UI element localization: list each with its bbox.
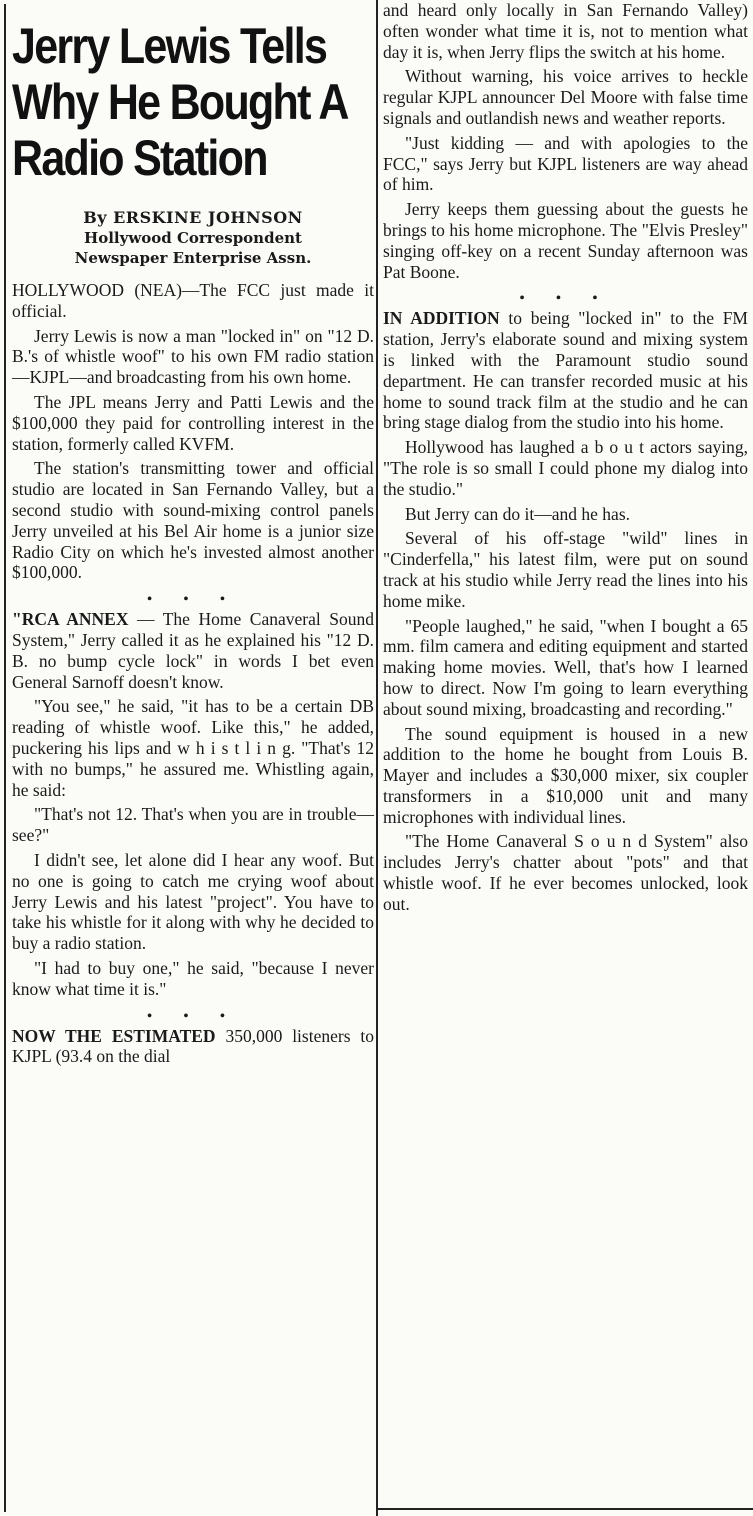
subhead: "RCA ANNEX [12,609,129,630]
paragraph: Jerry Lewis is now a man "locked in" on "12 D. B.'s of whistle woof" to his own FM radio station—KJPL—and broadcasting from his own home. [12,325,374,388]
paragraph: The sound equipment is housed in a new addition to the home he bought from Louis B. Mayer and includes a $30,000 mixer, six coupler transformers in a $10,000 unit and many microphones with individual lines. [383,723,748,827]
paragraph: Several of his off-stage "wild" lines in "Cinderfella," his latest film, were put on sound track at his studio while Jerry read the lines into his home mike. [383,528,748,611]
subhead-text: 350,000 listeners to KJPL (93.4 on the dial [12,1025,374,1067]
paragraph: I didn't see, let alone did I hear any woof. But no one is going to catch me crying woof about Jerry Lewis and his latest "project". You have to take his whistle for it along with why he decided to buy a radio station. [12,849,374,954]
column-1-body [12,280,374,1067]
paragraph: Without warning, his voice arrives to heckle regular KJPL announcer Del Moore with false time signals and outlandish news and weather reports. [383,66,748,128]
paragraph: "Just kidding — and with apologies to the FCC," says Jerry but KJPL listeners are way ahead of him. [383,132,748,195]
headline: Jerry Lewis Tells Why He Bought A Radio Station [12,18,347,186]
paragraph: "You see," he said, "it has to be a certain DB reading of whistle woof. Like this," he added, puckering his lips and w h i s t l i n g. "That's 12 with no bumps," he assured me. Whistling again, he said: [12,696,374,800]
paragraph: But Jerry can do it—and he has. [405,503,631,524]
paragraph: HOLLYWOOD (NEA)—The FCC just made it official. [12,280,374,321]
article-column-2 [383,0,748,919]
paragraph: and heard only locally in San Fernando Valley) often wonder what time it is, not to mention what day it is, when Jerry flips the switch at his home. [383,0,748,62]
paragraph: "I had to buy one," he said, "because I never know what time it is." [12,957,374,999]
paragraph: Hollywood has laughed a b o u t actors saying, "The role is so small I could phone my dialog into the studio." [383,437,748,499]
paragraph: Jerry keeps them guessing about the guests he brings to his home microphone. The "Elvis Presley" singing off-key on a recent Sunday afternoon was Pat Boone. [383,199,748,282]
paragraph: "That's not 12. That's when you are in trouble—see?" [12,804,374,846]
subhead-paragraph [383,308,748,433]
column-2-body [383,0,748,915]
paragraph: The station's transmitting tower and official studio are located in San Fernando Valley, but a second studio with sound-mixing control panels Jerry unveiled at his Bel Air home is a junior size Radio City on which he's invested almost another $100,000. [12,458,374,583]
byline-org: Newspaper Enterprise Assn. [74,249,312,267]
byline [12,208,374,268]
subhead: NOW THE ESTIMATED [12,1025,216,1046]
subhead: IN ADDITION [383,308,500,329]
section-separator: • • • [147,1008,239,1024]
subhead-paragraph [12,609,374,692]
subhead-paragraph [12,1026,374,1068]
section-separator: • • • [147,592,239,608]
byline-role: Hollywood Correspondent [84,229,302,247]
column-divider [376,0,378,1516]
left-column-rule [4,4,6,1512]
byline-author: By ERSKINE JOHNSON [83,208,303,227]
section-separator: • • • [519,291,612,307]
subhead-text: to being "locked in" to the FM station, Jerry's elaborate sound and mixing system is linked with the Paramount studio sound department. He can transfer recorded music at his home to sound track film at the studio and he can bring stage dialog from the studio into his home. [383,308,748,433]
article-column-1 [12,0,374,1071]
paragraph: The JPL means Jerry and Patti Lewis and the $100,000 they paid for controlling interest in the station, formerly called KVFM. [12,391,374,454]
subhead-text: — The Home Canaveral Sound System," Jerry called it as he explained his "12 D. B. no bump cycle lock" in words I bet even General Sarnoff doesn't know. [12,609,374,692]
bottom-rule [378,1508,753,1510]
paragraph: "The Home Canaveral S o u n d System" also includes Jerry's chatter about "pots" and that whistle woof. If he ever becomes unlocked, look out. [383,831,748,914]
paragraph: "People laughed," he said, "when I bought a 65 mm. film camera and editing equipment and started making home movies. Well, that's how I learned how to direct. Now I'm going to learn everything about sound mixing, broadcasting and recording." [383,615,748,719]
